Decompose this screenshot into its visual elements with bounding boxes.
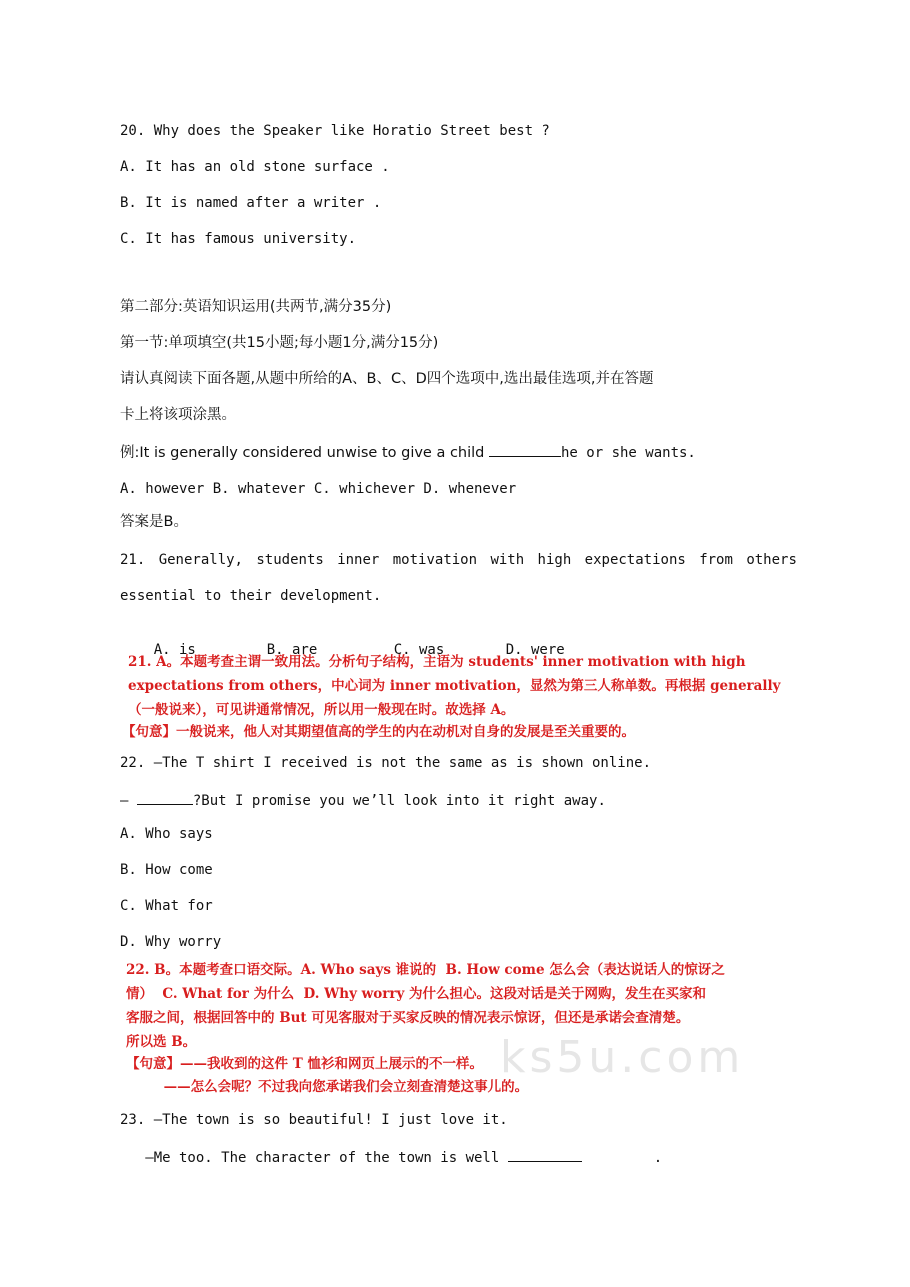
example-options: A. however B. whatever C. whichever D. whenever — [120, 481, 517, 497]
example-text: 例:It is generally considered unwise to give a child — [120, 445, 489, 461]
example-blank — [489, 442, 561, 457]
word: from — [699, 552, 733, 568]
q23-period: . — [653, 1150, 663, 1166]
instruction-line-2: 卡上将该项涂黑。 — [120, 407, 236, 423]
word: Generally, — [158, 552, 243, 568]
q21-explanation-2: expectations from others，中心词为 inner motivation，显然为第三人称单数。再根据 generally — [128, 678, 781, 694]
word: others — [746, 552, 797, 568]
q22-option-c: C. What for — [120, 898, 213, 914]
word: high — [537, 552, 572, 568]
q21-stem-line-2: essential to their development. — [120, 588, 382, 604]
q23-line-1: 23. —The town is so beautiful! I just love it. — [120, 1112, 508, 1128]
q22-option-b: B. How come — [120, 862, 213, 878]
q22-translation-2: ——怎么会呢？不过我向您承诺我们会立刻查清楚这事儿的。 — [126, 1079, 529, 1095]
q22-explanation-2: 情） C. What for 为什么 D. Why worry 为什么担心。这段对话是关于网购，发生在买家和 — [126, 986, 707, 1002]
q21-option-b: B. are — [266, 642, 318, 658]
q22-line-2 — [120, 790, 606, 810]
q22-explanation-4: 所以选 B。 — [126, 1034, 197, 1050]
q23-blank — [508, 1147, 582, 1162]
q21-option-d: D. were — [505, 642, 565, 658]
section-one-title: 第一节:单项填空(共15小题;每小题1分,满分15分) — [120, 335, 439, 351]
q20-stem: 20. Why does the Speaker like Horatio Street best ? — [120, 123, 550, 139]
example-sentence — [120, 442, 696, 462]
q23-line-2-text: —Me too. The character of the town is well — [120, 1150, 508, 1166]
q21-stem-line-1 — [120, 551, 797, 569]
q22-translation-1: 【句意】——我收到的这件 T 恤衫和网页上展示的不一样。 — [126, 1056, 483, 1072]
example-text-end: he or she wants. — [561, 445, 696, 461]
q23-line-2 — [120, 1147, 662, 1167]
q20-option-a: A. It has an old stone surface . — [120, 159, 390, 175]
q22-option-a: A. Who says — [120, 826, 213, 842]
q22-explanation-1: 22. B。本题考查口语交际。A. Who says 谁说的 B. How come 怎么会（表达说话人的惊讶之 — [126, 962, 725, 978]
q21-translation: 【句意】一般说来，他人对其期望值高的学生的内在动机对自身的发展是至关重要的。 — [122, 724, 635, 740]
q21-explanation-3: （一般说来），可见讲通常情况，所以用一般现在时。故选择 A。 — [128, 702, 515, 718]
word: expectations — [584, 552, 686, 568]
q22-blank — [137, 790, 193, 805]
example-answer: 答案是B。 — [120, 514, 188, 530]
q22-option-d: D. Why worry — [120, 934, 222, 950]
q22-line-2-text: ?But I promise you we’ll look into it right away. — [192, 793, 606, 809]
word: 21. — [120, 552, 146, 568]
q21-option-c: C. was — [393, 642, 445, 658]
q22-line-1: 22. —The T shirt I received is not the same as is shown online. — [120, 755, 652, 771]
q21-option-a: A. is — [153, 642, 196, 658]
watermark: ks5u.com — [500, 1032, 745, 1083]
word: motivation — [392, 552, 478, 568]
q22-explanation-3: 客服之间，根据回答中的 But 可见客服对于买家反映的情况表示惊讶，但还是承诺会查清楚。 — [126, 1010, 690, 1026]
word: with — [490, 552, 525, 568]
q21-explanation-1: 21. A。本题考查主谓一致用法。分析句子结构，主语为 students' inner motivation with high — [128, 654, 746, 670]
word: inner — [337, 552, 380, 568]
dash: — — [120, 793, 137, 809]
part-two-title: 第二部分:英语知识运用(共两节,满分35分) — [120, 299, 392, 315]
q20-option-b: B. It is named after a writer . — [120, 195, 382, 211]
q20-option-c: C. It has famous university. — [120, 231, 357, 247]
word: students — [256, 552, 324, 568]
instruction-line-1: 请认真阅读下面各题,从题中所给的A、B、C、D四个选项中,选出最佳选项,并在答题 — [120, 371, 654, 387]
